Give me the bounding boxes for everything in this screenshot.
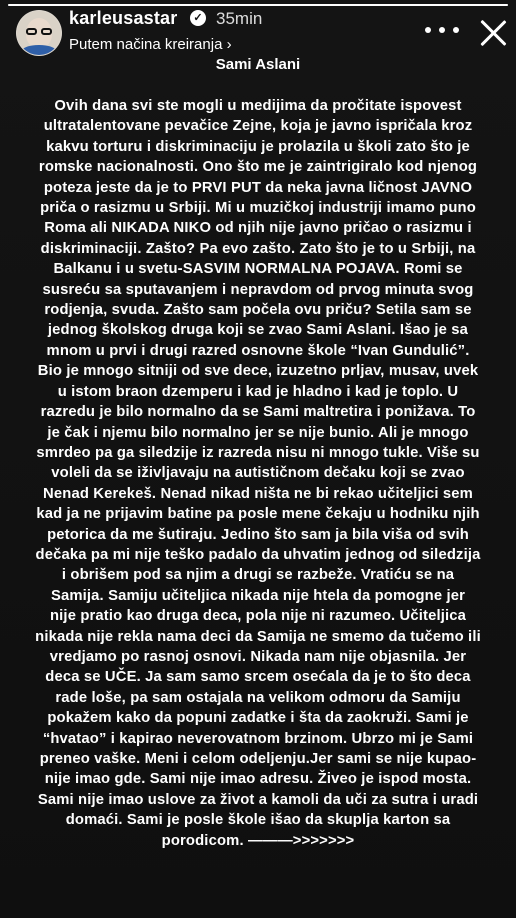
post-text-line: vredjamo po rasnoj osnovi. Nikada nam nije objasnila. Jer: [49, 648, 467, 665]
verified-badge-icon: ✓: [190, 10, 206, 26]
post-text-line: diskriminaciji. Zašto? Pa evo zašto. Zato što je to u Srbiji, na: [40, 240, 476, 257]
post-text-line: smrdeo pa ga siledzije iz razreda nisu ni mnogo tukle. Više su: [36, 444, 480, 461]
post-time: 35min: [216, 9, 263, 28]
post-text-line: voleli da se iživljavaju na autističnom dečaku koji se zvao: [51, 465, 465, 482]
avatar-glasses: [26, 28, 52, 36]
post-text-line: mnom u prvi i drugi razred osnovne škole “Ivan Gundulić”.: [46, 342, 470, 359]
close-icon[interactable]: [476, 16, 510, 50]
post-text-line: petorica da me šutiraju. Jedino što sam ja bila viša od svih: [47, 526, 469, 543]
post-text-line: Samija. Samiju učiteljica nikada nije htela da pomogne jer: [50, 587, 466, 604]
post-text-line: dečaka pa mi nije teško padalo da uhvatim jednog od siledzija: [35, 546, 481, 563]
post-text-line: ultratalentovane pevačice Zejne, koja je javno ispričala kroz: [43, 118, 473, 135]
post-text-line: romske nacionalnosti. Ono što me je zaintrigiralo kod njenog: [38, 159, 478, 176]
post-text-line: Sami nije imao uslove za život a kamoli da uči za sutra i uradi: [37, 791, 479, 808]
creation-method-link[interactable]: Putem načina kreiranja ›: [69, 36, 232, 53]
post-text-line: susreću sa sputavanjem i nepravdom od prvog minuta svog: [42, 281, 474, 298]
post-text-line: nije pratio kao druga deca, pola nije ni razumeo. Učiteljica: [49, 608, 467, 625]
more-options-icon[interactable]: [425, 20, 459, 40]
story-header: [0, 0, 516, 60]
post-text-line: domaći. Sami je posle škole išao da skuplja karton sa: [65, 812, 451, 829]
post-text-line: “hvatao” i kapirao neverovatnom brzinom. Ubrzo mi je Sami: [42, 730, 474, 747]
post-text-line: nije imao gde. Sami nije imao adresu. Živeo je ispod mosta.: [44, 771, 472, 788]
post-text-line: kad ja ne prijavim batine pa posle mene čekaju u hodniku njih: [36, 506, 480, 523]
post-text-line: razredu je bilo normalno da se Sami maltretira i ponižava. To: [40, 404, 476, 421]
post-body: [0, 96, 516, 851]
post-text-line: preneo vaške. Meni i celom odeljenju.Jer sami se nije kupao-: [39, 751, 477, 767]
post-text-line: priča o rasizmu u Srbiji. Mi u muzičkoj industriji imamo puno: [40, 200, 476, 217]
post-text-line: Bio je mnogo sitniji od sve dece, izuzetno prljav, musav, uvek: [37, 363, 479, 380]
post-text-line: Nenad Kerekeš. Nenad nikad ništa ne bi rekao učiteljici sem: [43, 485, 473, 502]
post-text-line: u istom braon dzemperu i kad je hladno i kad je toplo. U: [57, 383, 459, 400]
post-text-line: pokažem kako da popuni zadatke i šta da zaokruži. Sami je: [47, 710, 469, 727]
avatar[interactable]: [16, 10, 62, 56]
post-text-line: Ovih dana svi ste mogli u medijima da pročitate ispovest: [54, 98, 462, 114]
post-text-line: rade loše, pa sam ostajala na velikom odmoru da Samiju: [55, 689, 461, 706]
post-text-line: i obrišem pod sa njim a drugi se razbeže. Vratiću se na: [61, 567, 455, 584]
post-text-line: Roma ali NIKADA NIKO od njih nije javno pričao o rasizmu i: [44, 220, 472, 237]
post-text-line: porodicom. ———>>>>>>>: [161, 832, 355, 849]
avatar-shirt: [21, 45, 57, 56]
post-text-line: deca se UČE. Ja sam samo srcem osećala da je to što deca: [45, 669, 471, 686]
post-text-line: jednog školskog druga koji se zvao Sami Aslani. Išao je sa: [47, 322, 469, 339]
username[interactable]: karleusastar: [69, 8, 178, 28]
post-text-line: nikada nije rekla nama deci da Samija ne smemo da tučemo ili: [35, 628, 481, 645]
post-text-line: rodjenja, svuda. Zašto sam počela ovu priču? Setila sam se: [44, 302, 472, 319]
post-title: Sami Aslani: [215, 56, 301, 73]
post-text-line: Balkanu i u svetu-SASVIM NORMALNA POJAVA. Romi se: [53, 261, 463, 278]
post-text-line: je čak i njemu bilo normalno jer se nije bunio. Ali je mnogo: [47, 424, 469, 441]
post-text-line: poteza jeste da je to PRVI PUT da neka javna ličnost JAVNO: [43, 179, 473, 196]
post-text-line: kakvu torturu i diskriminaciju je prolazila u školi zato što je: [46, 138, 470, 155]
